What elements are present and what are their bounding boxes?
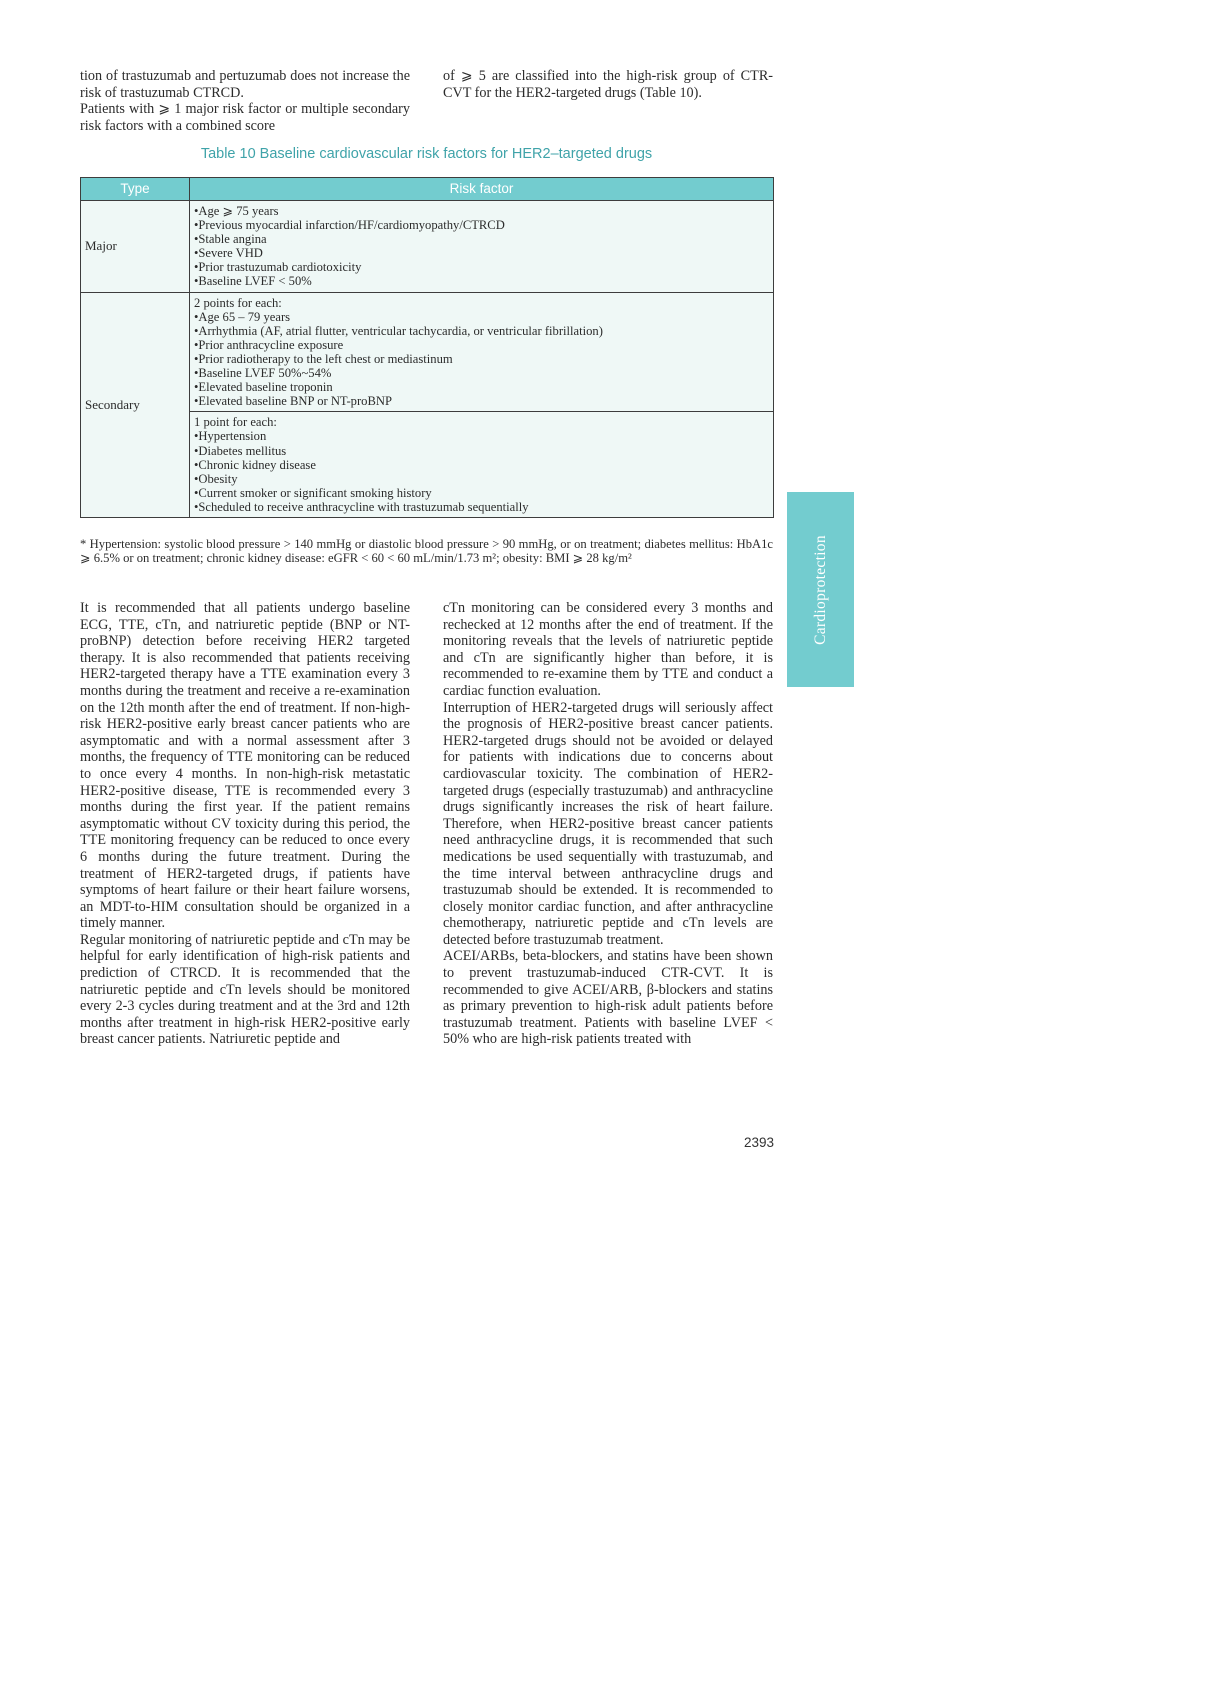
table-caption: Table 10 Baseline cardiovascular risk factors for HER2–targeted drugs (200, 146, 653, 162)
type-cell-major: Major (81, 201, 190, 293)
factor-item: •Diabetes mellitus (194, 443, 287, 458)
factor-item: •Age 65 – 79 years (194, 309, 291, 324)
header-type: Type (81, 178, 190, 201)
section-tab-label: Cardioprotection (811, 534, 829, 645)
factor-item: •Prior radiotherapy to the left chest or mediastinum (194, 351, 453, 366)
factor-item: •Baseline LVEF < 50% (194, 274, 312, 289)
table-footnote: * Hypertension: systolic blood pressure > 140 mmHg or diastolic blood pressure > 90 mmHg, or on treatment; diabetes mellitus: HbA1c ⩾ 6.5% or on treatment; chronic kidney disease: eGFR < 60 < 60 mL/min/1.73 m²; obesity: BMI ⩾ 28 kg/m² (80, 537, 773, 566)
factor-item: •Severe VHD (194, 246, 263, 261)
group-title: 1 point for each: (194, 415, 277, 430)
table-row-secondary-2pt (81, 292, 774, 412)
table-header-row (81, 178, 774, 201)
paragraph: ACEI/ARBs, beta-blockers, and statins have been shown to prevent trastuzumab-induced CTR-CVT. It is recommended to give ACEI/ARB, β-blockers and statins as primary prevention to high-risk adult patients before trastuzumab treatment. Patients with baseline LVEF < 50% who are high-risk patients treated with (443, 948, 773, 1048)
group-title: 2 points for each: (194, 295, 282, 310)
paragraph: Patients with ⩾ 1 major risk factor or multiple secondary risk factors with a combined score (80, 101, 410, 134)
risk-factor-table (80, 177, 774, 518)
paragraph: It is recommended that all patients undergo baseline ECG, TTE, cTn, and natriuretic peptide (BNP or NT-proBNP) detection before receiving HER2 targeted therapy. It is also recommended that patients receiving HER2-targeted therapy have a TTE examination every 3 months during the treatment and receive a re-examination on the 12th month after the end of treatment. If non-high-risk HER2-positive early breast cancer patients who are asymptomatic and with a normal assessment after 3 months, the frequency of TTE monitoring can be reduced to once every 4 months. In non-high-risk metastatic HER2-positive disease, TTE is recommended every 3 months during the first year. If the patient remains asymptomatic without CV toxicity during this period, the TTE monitoring frequency can be reduced to once every 6 months during the future treatment. During the treatment of HER2-targeted drugs, if patients have symptoms of heart failure or their heart failure worsens, an MDT-to-HIM consultation should be organized in a timely manner. (80, 600, 410, 932)
factor-item: •Chronic kidney disease (194, 457, 316, 472)
factor-item: •Stable angina (194, 232, 267, 247)
factor-item: •Prior trastuzumab cardiotoxicity (194, 260, 362, 275)
table-row-major (81, 201, 774, 293)
column-top-left (80, 68, 410, 134)
factor-item: •Arrhythmia (AF, atrial flutter, ventricular tachycardia, or ventricular fibrillation) (194, 323, 603, 338)
factor-cell-2pt (190, 292, 774, 412)
column-top-right (443, 68, 773, 101)
header-risk-factor: Risk factor (190, 178, 774, 201)
paragraph: tion of trastuzumab and pertuzumab does not increase the risk of trastuzumab CTRCD. (80, 68, 410, 101)
paragraph: Regular monitoring of natriuretic peptide and cTn may be helpful for early identification of high-risk patients and prediction of CTRCD. It is recommended that the natriuretic peptide and cTn levels should be monitored every 2-3 cycles during treatment and at the 3rd and 12th months after treatment in high-risk HER2-positive early breast cancer patients. Natriuretic peptide and (80, 931, 410, 1048)
factor-cell-major (190, 201, 774, 293)
factor-item: •Current smoker or significant smoking history (194, 485, 432, 500)
factor-item: •Scheduled to receive anthracycline with trastuzumab sequentially (194, 499, 529, 514)
factor-item: •Obesity (194, 471, 238, 486)
factor-item: •Previous myocardial infarction/HF/cardiomyopathy/CTRCD (194, 218, 505, 233)
factor-item: •Age ⩾ 75 years (194, 204, 279, 218)
section-tab (787, 492, 854, 687)
factor-item: •Hypertension (194, 429, 267, 444)
column-bottom-left (80, 600, 410, 1048)
factor-item: •Baseline LVEF 50%~54% (194, 366, 332, 381)
paragraph: cTn monitoring can be considered every 3 months and rechecked at 12 months after the end of treatment. If the monitoring reveals that the levels of natriuretic peptide and cTn are significantly higher than before, it is recommended to re-examine them by TTE and conduct a cardiac function evaluation. (443, 600, 773, 699)
factor-item: •Elevated baseline BNP or NT-proBNP (194, 394, 392, 409)
page-number: 2393 (743, 1135, 774, 1150)
factor-cell-1pt (190, 412, 774, 518)
paragraph: of ⩾ 5 are classified into the high-risk group of CTR-CVT for the HER2-targeted drugs (Table 10). (443, 68, 773, 101)
paragraph: Interruption of HER2-targeted drugs will seriously affect the prognosis of HER2-positive breast cancer patients. HER2-targeted drugs should not be avoided or delayed for patients with indications due to concerns about cardiovascular toxicity. The combination of HER2-targeted drugs (especially trastuzumab) and anthracycline drugs significantly increases the risk of heart failure. Therefore, when HER2-positive breast cancer patients need anthracycline drugs, it is recommended that such medications be used sequentially with trastuzumab, and the time interval between anthracycline drugs and trastuzumab should be extended. It is recommended to closely monitor cardiac function, and after anthracycline chemotherapy, natriuretic peptide and cTn levels are detected before trastuzumab treatment. (443, 699, 773, 948)
column-bottom-right (443, 600, 773, 1048)
factor-item: •Elevated baseline troponin (194, 380, 333, 395)
factor-item: •Prior anthracycline exposure (194, 337, 344, 352)
type-cell-secondary: Secondary (81, 292, 190, 517)
